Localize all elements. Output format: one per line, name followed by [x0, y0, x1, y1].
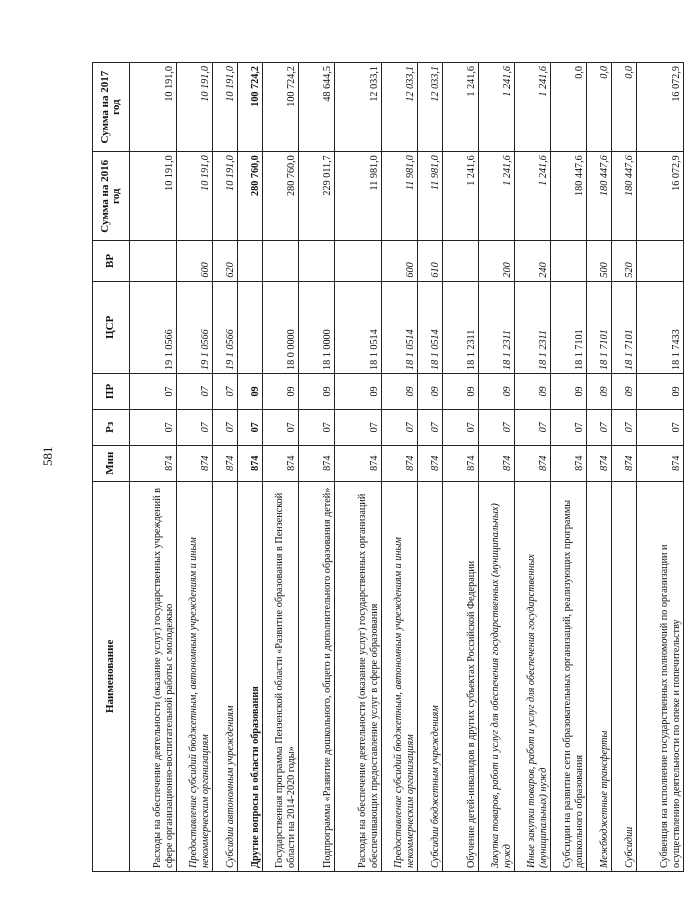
cell-name: Государственная программа Пензенской области «Развитие образования в Пензенской области на 2014-2020 годы» [263, 481, 299, 871]
cell-min: 874 [382, 445, 418, 481]
cell-name: Другие вопросы в области образования [238, 481, 263, 871]
cell-min: 874 [299, 445, 335, 481]
table-row [263, 63, 299, 872]
cell-pr: 09 [238, 374, 263, 410]
header-min: Мин [93, 445, 130, 481]
cell-name: Закупка товаров, работ и услуг для обеспечения государственных (муниципальных) нужд [479, 481, 515, 871]
cell-rz: 07 [612, 409, 637, 445]
cell-name: Расходы на обеспечение деятельности (оказание услуг) государственных учреждений в сфере организационно-воспитательной работы с молодежью [130, 481, 177, 871]
cell-rz: 07 [637, 409, 684, 445]
cell-vr [551, 241, 587, 281]
cell-rz: 07 [382, 409, 418, 445]
cell-pr: 09 [443, 374, 479, 410]
cell-rz: 07 [479, 409, 515, 445]
cell-pr: 09 [299, 374, 335, 410]
cell-min: 874 [612, 445, 637, 481]
cell-sum-2017: 1 241,6 [443, 63, 479, 152]
cell-name: Субсидии на развитие сети образовательных организаций, реализующих программы дошкольного образования [551, 481, 587, 871]
cell-pr: 09 [263, 374, 299, 410]
table-body [130, 63, 684, 872]
cell-vr [263, 241, 299, 281]
cell-rz: 07 [213, 409, 238, 445]
cell-name: Субвенция на исполнение государственных полномочий по организации и осуществлению деятельности по опеке и попечительству [637, 481, 684, 871]
cell-rz: 07 [587, 409, 612, 445]
cell-vr: 620 [213, 241, 238, 281]
cell-csr [238, 281, 263, 373]
cell-csr: 19 1 0566 [130, 281, 177, 373]
page-number [38, 440, 58, 470]
cell-sum-2016: 229 011,7 [299, 152, 335, 241]
cell-sum-2017: 12 033,1 [335, 63, 382, 152]
cell-vr [443, 241, 479, 281]
cell-name: Субсидии автономным учреждениям [213, 481, 238, 871]
cell-rz: 07 [515, 409, 551, 445]
cell-name: Субсидии [612, 481, 637, 871]
cell-vr: 610 [418, 241, 443, 281]
cell-sum-2017: 10 191,0 [177, 63, 213, 152]
cell-sum-2017: 10 191,0 [130, 63, 177, 152]
table-row [637, 63, 684, 872]
cell-rz: 07 [551, 409, 587, 445]
cell-rz: 07 [335, 409, 382, 445]
cell-sum-2016: 180 447,6 [551, 152, 587, 241]
cell-name: Подпрограмма «Развитие дошкольного, общего и дополнительного образования детей» [299, 481, 335, 871]
cell-name: Предоставление субсидий бюджетным, автономным учреждениям и иным некоммерческим организациям [177, 481, 213, 871]
cell-csr: 18 1 7433 [637, 281, 684, 373]
header-name: Наименование [93, 481, 130, 871]
cell-csr: 18 1 2311 [515, 281, 551, 373]
cell-vr: 520 [612, 241, 637, 281]
cell-min: 874 [515, 445, 551, 481]
table-row [238, 63, 263, 872]
cell-sum-2017: 48 644,5 [299, 63, 335, 152]
cell-min: 874 [238, 445, 263, 481]
cell-sum-2017: 12 033,1 [418, 63, 443, 152]
cell-sum-2017: 100 724,2 [263, 63, 299, 152]
cell-rz: 07 [130, 409, 177, 445]
cell-csr: 19 1 0566 [213, 281, 238, 373]
table-row [299, 63, 335, 872]
header-pr: ПР [93, 374, 130, 410]
cell-rz: 07 [263, 409, 299, 445]
cell-sum-2017: 0,0 [551, 63, 587, 152]
cell-csr: 18 1 7101 [551, 281, 587, 373]
cell-pr: 09 [551, 374, 587, 410]
table-row [515, 63, 551, 872]
budget-table-container [92, 62, 682, 872]
cell-min: 874 [551, 445, 587, 481]
header-csr: ЦСР [93, 281, 130, 373]
cell-pr: 09 [418, 374, 443, 410]
cell-min: 874 [213, 445, 238, 481]
cell-min: 874 [479, 445, 515, 481]
table-row [213, 63, 238, 872]
cell-pr: 07 [130, 374, 177, 410]
cell-sum-2017: 1 241,6 [515, 63, 551, 152]
cell-sum-2016: 180 447,6 [587, 152, 612, 241]
cell-vr: 600 [382, 241, 418, 281]
cell-sum-2016: 180 447,6 [612, 152, 637, 241]
cell-min: 874 [587, 445, 612, 481]
cell-pr: 07 [213, 374, 238, 410]
cell-csr: 18 1 7101 [587, 281, 612, 373]
cell-sum-2016: 11 981,0 [335, 152, 382, 241]
cell-csr: 18 1 0000 [299, 281, 335, 373]
cell-vr [637, 241, 684, 281]
cell-sum-2016: 280 760,0 [263, 152, 299, 241]
cell-pr: 09 [587, 374, 612, 410]
cell-sum-2016: 10 191,0 [130, 152, 177, 241]
table-row [612, 63, 637, 872]
cell-rz: 07 [299, 409, 335, 445]
cell-vr: 240 [515, 241, 551, 281]
budget-table [92, 62, 684, 872]
cell-pr: 09 [382, 374, 418, 410]
cell-sum-2016: 280 760,0 [238, 152, 263, 241]
cell-name: Расходы на обеспечение деятельности (оказание услуг) государственных организаций обеспечивающих предоставление услуг в сфере образования [335, 481, 382, 871]
cell-csr: 18 1 0514 [382, 281, 418, 373]
cell-vr: 600 [177, 241, 213, 281]
cell-sum-2017: 10 191,0 [213, 63, 238, 152]
cell-vr: 500 [587, 241, 612, 281]
table-row [479, 63, 515, 872]
cell-sum-2017: 12 033,1 [382, 63, 418, 152]
cell-vr [335, 241, 382, 281]
table-header-row [93, 63, 130, 872]
cell-sum-2016: 11 981,0 [382, 152, 418, 241]
cell-rz: 07 [177, 409, 213, 445]
cell-pr: 09 [637, 374, 684, 410]
cell-sum-2016: 1 241,6 [479, 152, 515, 241]
cell-csr: 19 1 0566 [177, 281, 213, 373]
cell-name: Межбюджетные трансферты [587, 481, 612, 871]
cell-min: 874 [263, 445, 299, 481]
cell-sum-2016: 11 981,0 [418, 152, 443, 241]
cell-sum-2017: 100 724,2 [238, 63, 263, 152]
cell-sum-2017: 1 241,6 [479, 63, 515, 152]
cell-vr [238, 241, 263, 281]
cell-csr: 18 1 7101 [612, 281, 637, 373]
cell-sum-2017: 0,0 [612, 63, 637, 152]
cell-sum-2016: 1 241,6 [443, 152, 479, 241]
cell-sum-2016: 1 241,6 [515, 152, 551, 241]
cell-vr [130, 241, 177, 281]
cell-pr: 09 [612, 374, 637, 410]
table-row [335, 63, 382, 872]
header-sum-2016: Сумма на 2016 год [93, 152, 130, 241]
cell-pr: 09 [479, 374, 515, 410]
cell-min: 874 [637, 445, 684, 481]
cell-sum-2016: 10 191,0 [213, 152, 238, 241]
table-row [177, 63, 213, 872]
cell-csr: 18 1 0514 [335, 281, 382, 373]
cell-vr: 200 [479, 241, 515, 281]
cell-sum-2016: 16 072,9 [637, 152, 684, 241]
cell-min: 874 [443, 445, 479, 481]
cell-sum-2016: 10 191,0 [177, 152, 213, 241]
cell-sum-2017: 16 072,9 [637, 63, 684, 152]
cell-name: Предоставление субсидий бюджетным, автономным учреждениям и иным некоммерческим организациям [382, 481, 418, 871]
header-rz: Рз [93, 409, 130, 445]
cell-min: 874 [177, 445, 213, 481]
cell-sum-2017: 0,0 [587, 63, 612, 152]
cell-pr: 07 [177, 374, 213, 410]
header-sum-2017: Сумма на 2017 год [93, 63, 130, 152]
table-row [443, 63, 479, 872]
cell-name: Иные закупки товаров, работ и услуг для обеспечения государственных (муниципальных) нужд [515, 481, 551, 871]
header-vr: ВР [93, 241, 130, 281]
cell-pr: 09 [335, 374, 382, 410]
table-row [130, 63, 177, 872]
cell-csr: 18 0 0000 [263, 281, 299, 373]
cell-min: 874 [418, 445, 443, 481]
page-number-text: 581 [40, 446, 55, 466]
table-row [382, 63, 418, 872]
table-row [551, 63, 587, 872]
cell-csr: 18 1 2311 [443, 281, 479, 373]
cell-rz: 07 [238, 409, 263, 445]
cell-vr [299, 241, 335, 281]
cell-name: Субсидии бюджетным учреждениям [418, 481, 443, 871]
cell-pr: 09 [515, 374, 551, 410]
cell-csr: 18 1 0514 [418, 281, 443, 373]
cell-min: 874 [130, 445, 177, 481]
cell-rz: 07 [443, 409, 479, 445]
cell-min: 874 [335, 445, 382, 481]
table-row [587, 63, 612, 872]
cell-name: Обучение детей-инвалидов в других субъектах Российской Федерации [443, 481, 479, 871]
cell-csr: 18 1 2311 [479, 281, 515, 373]
table-row [418, 63, 443, 872]
cell-rz: 07 [418, 409, 443, 445]
